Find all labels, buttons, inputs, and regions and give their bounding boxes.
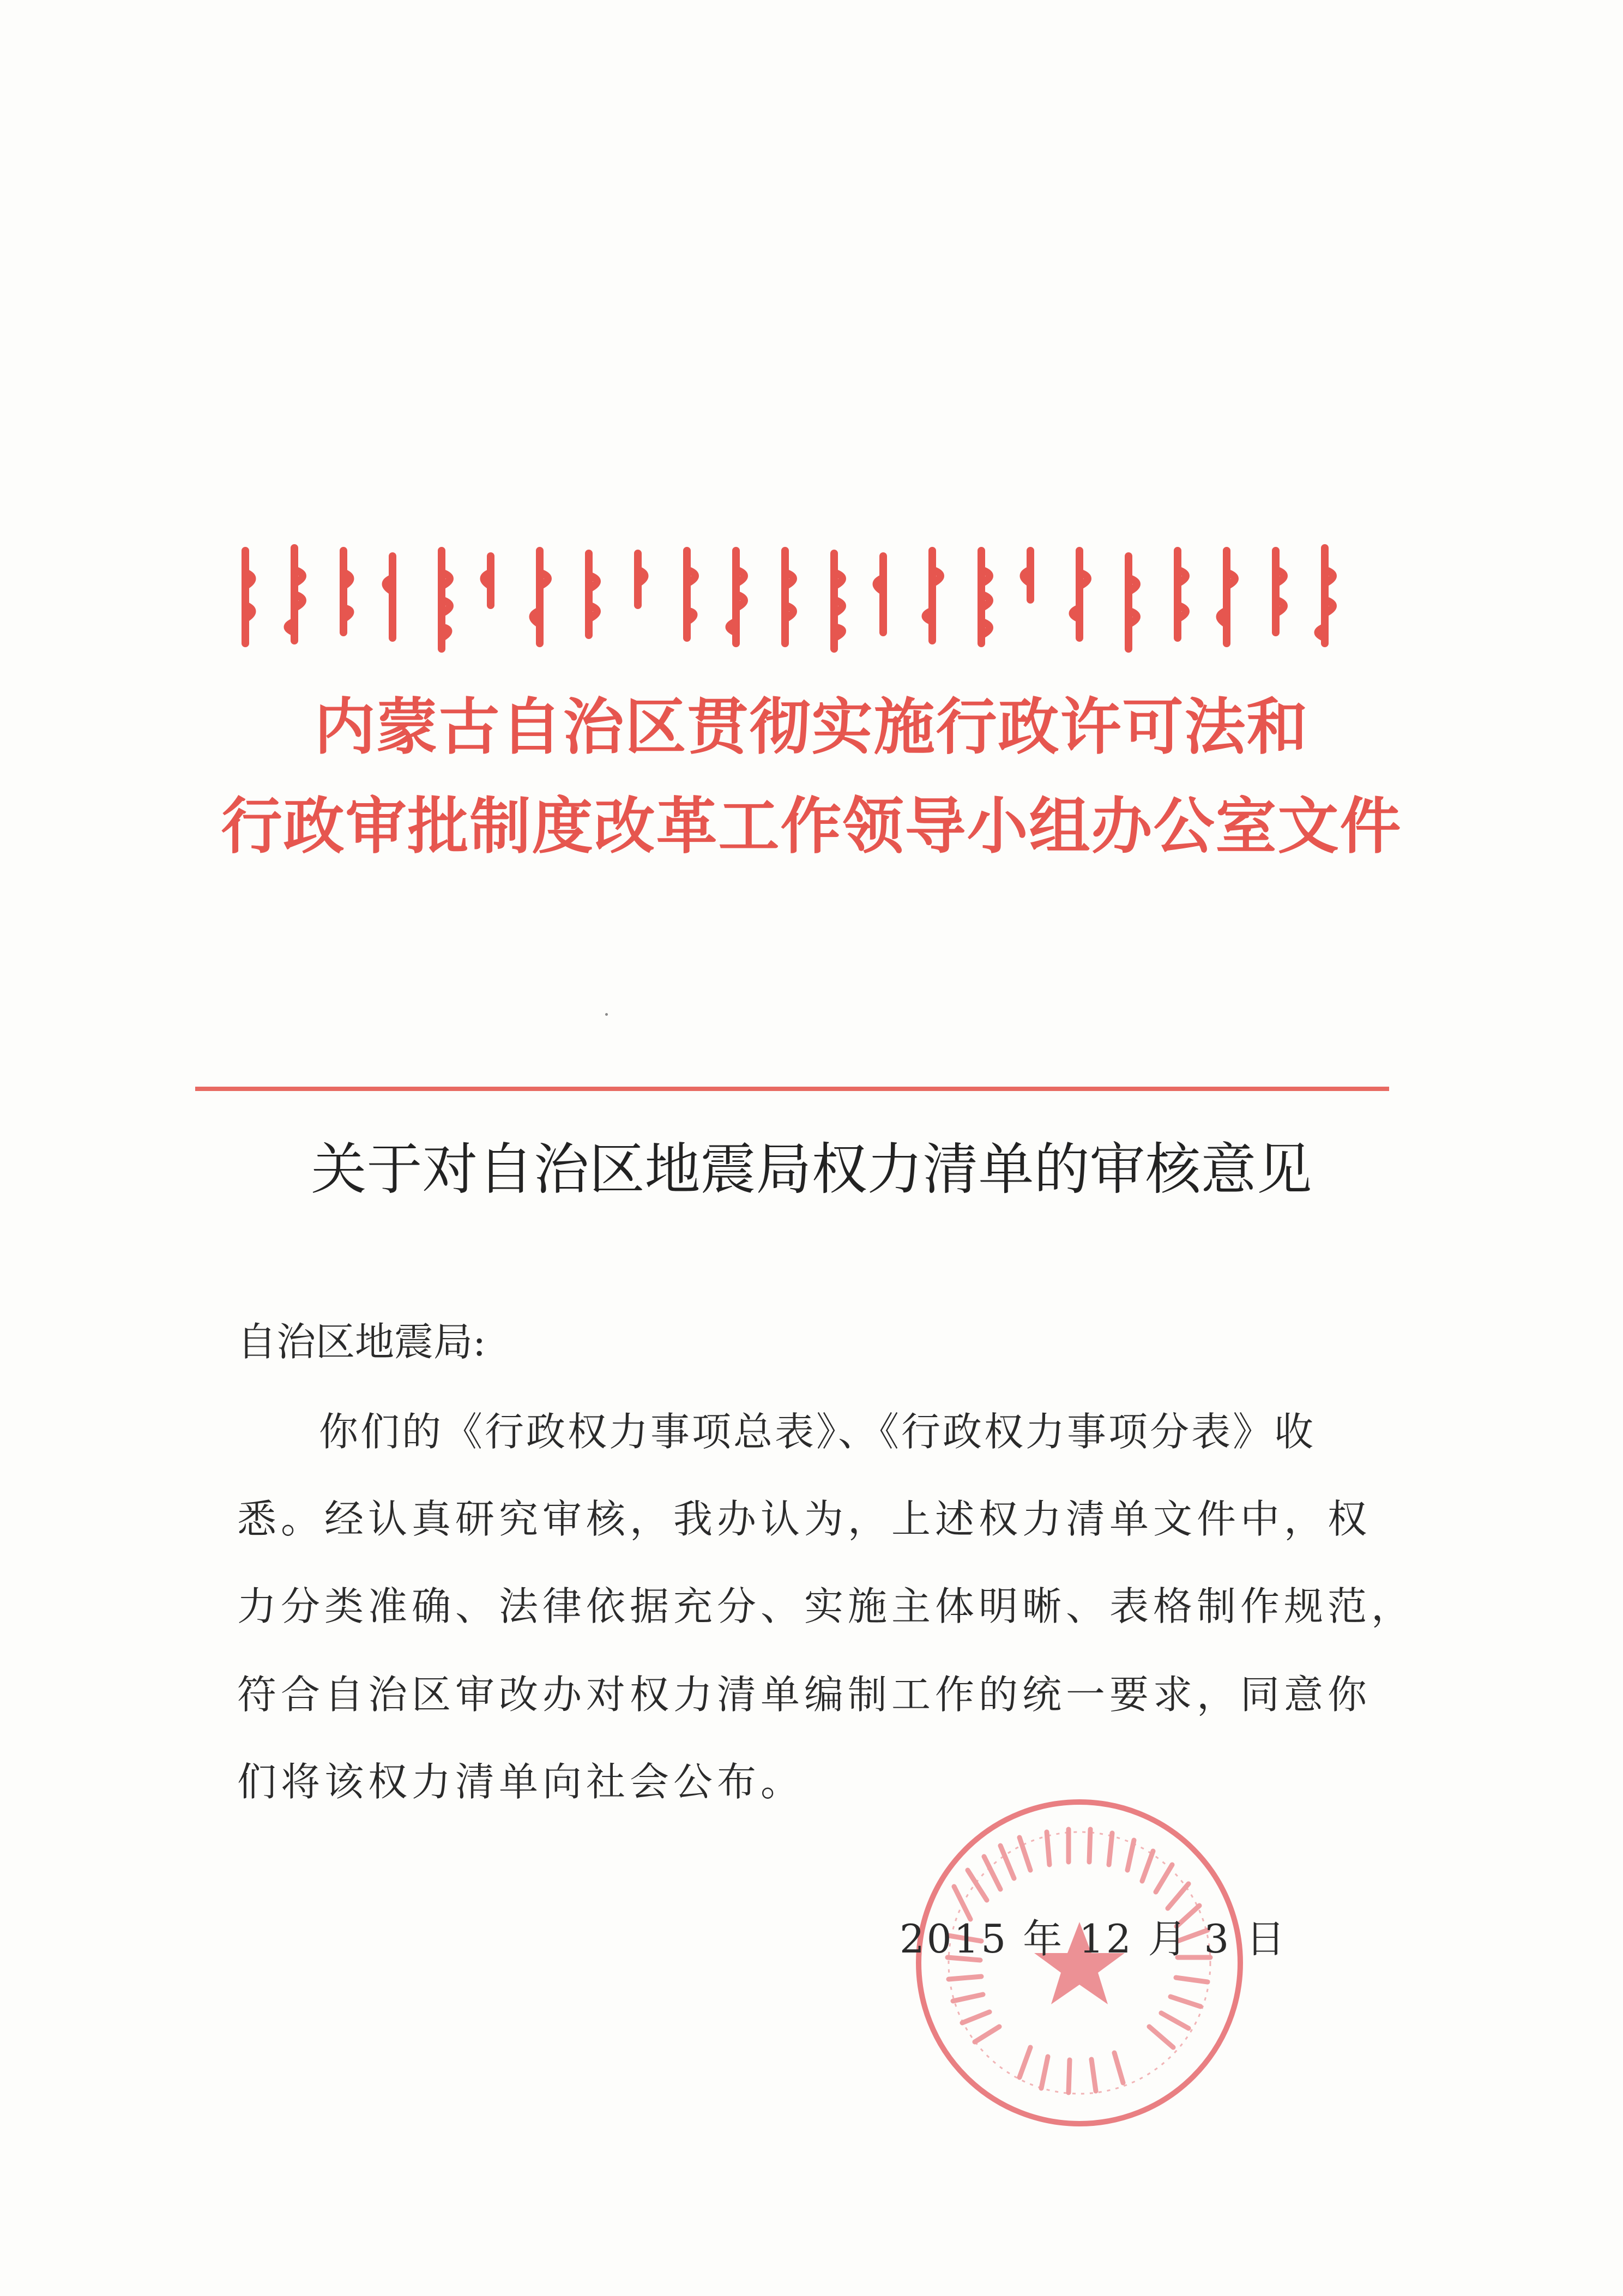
scan-speck	[605, 1013, 608, 1016]
letterhead-title-line-1: 内蒙古自治区贯彻实施行政许可法和	[314, 691, 1309, 763]
body-line-2: 悉。经认真研究审核，我办认为，上述权力清单文件中，权	[237, 1496, 1372, 1542]
recipient: 自治区地震局:	[237, 1319, 486, 1365]
document-title: 关于对自治区地震局权力清单的审核意见	[311, 1137, 1312, 1202]
official-seal-star-icon	[910, 1794, 1248, 2132]
letterhead-divider	[195, 1087, 1389, 1091]
body-line-4: 符合自治区审改办对权力清单编制工作的统一要求，同意你	[237, 1672, 1372, 1718]
mongolian-script-title	[234, 540, 1357, 654]
body-line-3: 力分类准确、法律依据充分、实施主体明晰、表格制作规范，	[237, 1583, 1415, 1629]
document-date: 2015 年 12 月 3 日	[900, 1916, 1288, 1962]
body-line-1: 你们的《行政权力事项总表》、《行政权力事项分表》收	[319, 1409, 1316, 1455]
letterhead-title-line-2: 行政审批制度改革工作领导小组办公室文件	[221, 791, 1402, 862]
body-line-5: 们将该权力清单向社会公布。	[237, 1759, 805, 1805]
